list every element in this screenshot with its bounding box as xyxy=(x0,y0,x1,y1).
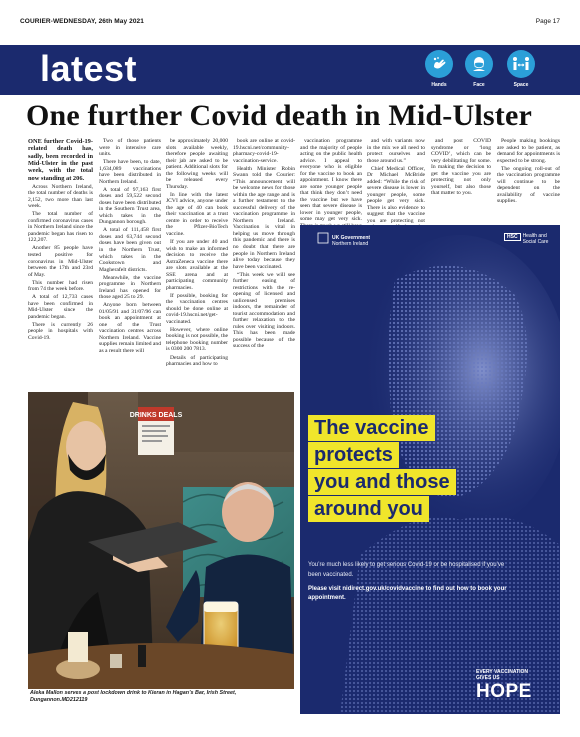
page-number: Page 17 xyxy=(535,18,560,25)
hsc-logo xyxy=(504,233,548,245)
ad-headline-line-2: protects xyxy=(308,442,399,468)
ad-headline-line-3: you and those xyxy=(308,469,456,495)
paragraph: There have been, to date, 1,634,089 vaccinations have been distributed in Northern Ireland. xyxy=(99,159,161,185)
hope-logo: HOPE xyxy=(476,681,532,702)
paragraph: The total number of confirmed coronavirus cases in Northern Ireland since the pandemic began has risen to 122,207. xyxy=(28,211,93,244)
ad-headline-line-1: The vaccine xyxy=(308,415,435,441)
article-column-5 xyxy=(300,138,362,237)
crest-icon xyxy=(318,233,328,243)
hsc-line-1: Health and xyxy=(522,233,547,239)
paragraph: book are online at covid-19.hscni.net/community-pharmacy-covid-19-vaccination-service. xyxy=(233,138,295,164)
article-column-2 xyxy=(99,138,161,356)
publication-line: COURIER-WEDNESDAY, 26th May 2021 xyxy=(20,18,144,25)
article-column-4 xyxy=(233,138,295,352)
tagline-line-2: GIVES US xyxy=(476,675,500,681)
paragraph: People making bookings are asked to be patient, as demand for appointments is expected to be strong. xyxy=(497,138,560,164)
ad-headline-line-4: around you xyxy=(308,496,429,522)
paragraph: “This week we will see further easing of restrictions with the re-opening of licensed and unlicensed premises indoors, the remainder of tourist accommodation and further relaxation to the rules over visiting indoors. This has been made possible because of the success of the xyxy=(233,271,295,350)
face-mask-icon xyxy=(465,50,493,78)
paragraph: Anyone born between 01/05/91 and 31/07/96 can book an appointment at one of the Trust vaccination centres across Northern Ireland. Vaccine supplies remain limited and as a result there will xyxy=(99,302,161,354)
article-column-7 xyxy=(431,138,491,198)
hsc-line-2: Social Care xyxy=(522,239,549,245)
page-header xyxy=(20,18,560,30)
hsc-box: HSC xyxy=(504,233,521,241)
space-icon-group xyxy=(501,50,541,88)
face-icon-group xyxy=(459,50,499,88)
paragraph: and post COVID syndrome or ‘long COVID’, which can be very debilitating for some. In making the decision to get the vaccine you are protecting not only yourself, but also those that matter to you. xyxy=(431,138,491,197)
uk-government-logo xyxy=(332,235,370,247)
ukgov-line-1: UK Government xyxy=(332,235,371,241)
paragraph: vaccination programme and the majority of people acting on the public health advice. I appeal to everyone who is eligible for the vaccine to book an appointment. I know there are some younger people that think they don’t need the vaccine but we have seen that severe disease is lower in younger people, some may get very sick. xyxy=(300,138,362,223)
bar-photo xyxy=(28,392,294,689)
space-label: Space xyxy=(513,82,529,88)
article-column-3 xyxy=(166,138,228,369)
hands-label: Hands xyxy=(431,82,447,88)
section-title: latest xyxy=(40,48,138,89)
paragraph: If possible, booking for the vaccination centres should be done online at covid-19.hscni.net/get-vaccinated. xyxy=(166,292,228,325)
hands-icon-group xyxy=(419,50,459,88)
ukgov-line-2: Northern Ireland xyxy=(332,241,369,247)
face-label: Face xyxy=(473,82,485,88)
photo-caption: Aleka Mallon serves a post lockdown drink to Kieran in Hagan’s Bar, Irish Street, Dungannon.MD212119 xyxy=(30,690,237,703)
paragraph: There is currently 26 people in hospitals with Covid-19. xyxy=(28,321,93,341)
bar-scene-illustration xyxy=(28,392,294,689)
paragraph: Health Minister Robin Swann told the Courier: “This announcement will be welcome news for those within the age range and is a further testament to the successful delivery of the vaccination programme in Northern Ireland. Vaccination is vital in helping us move through this pandemic and there is no doubt that there are people in Northern Ireland alive today because they have been vaccinated. xyxy=(233,165,295,270)
article-column-8 xyxy=(497,138,560,206)
section-banner xyxy=(0,45,580,95)
paragraph: be approximately 20,000 slots available weekly, therefore people awaiting their jab are asked to be patient. Additional slots for the following weeks will be released every Thursday. xyxy=(166,138,228,190)
article-column-1 xyxy=(28,138,93,343)
social-distance-icon xyxy=(507,50,535,78)
paragraph: In line with the latest JCVI advice, anyone under the age of 40 can book their vaccination at a trust centre in order to receive the Pfizer-BioTech vaccine. xyxy=(166,191,228,237)
paragraph: and with variants now in the mix we all need to protect ourselves and those around us.” xyxy=(367,138,425,164)
drinks-deals-sign: DRINKS DEALS xyxy=(129,412,183,419)
paragraph: A total of 111,458 first doses and 63,744 second doses have been given out in the Northern Trust, which takes in the Cookstown and Magherafelt districts. xyxy=(99,227,161,273)
paragraph: Two of those patients were in intensive care units. xyxy=(99,138,161,158)
article-lead: ONE further Covid-19-related death has, sadly, been recorded in Mid-Ulster in the past week, with the total now standing at 206. xyxy=(28,138,93,182)
vaccine-advert xyxy=(300,225,560,714)
paragraph: Another 85 people have tested positive for coronavirus in Mid-Ulster between the 17th and 23rd of May. xyxy=(28,245,93,278)
paragraph: A total of 97,163 first doses and 59,522 second doses have been distributed in the Southern Trust area, which takes in the Dungannon borough. xyxy=(99,186,161,226)
tagline-line-1: EVERY VACCINATION xyxy=(476,669,529,675)
hand-wash-icon xyxy=(425,50,453,78)
ad-tagline xyxy=(476,669,528,681)
paragraph: Meanwhile, the vaccine programme in Northern Ireland has opened for those aged 25 to 29. xyxy=(99,274,161,301)
paragraph: Across Northern Ireland, the total number of deaths is 2,152, two more than last week. xyxy=(28,183,93,210)
paragraph: If you are under 40 and wish to make an informed decision to receive the AstraZeneca vaccine there are slots available at the SSE arena and at participating community pharmacies. xyxy=(166,238,228,291)
paragraph: This number had risen from 74 the week before. xyxy=(28,279,93,293)
paragraph: Chief Medical Officer, Dr Michael McBride added: “While the risk of severe disease is lower in younger people, some people get very sick. There is also evidence to suggest that the vaccine you are protecting not xyxy=(367,165,425,224)
paragraph: However, where online booking is not possible, the telephone booking number is 0300 200 7813. xyxy=(166,326,228,353)
article-headline: One further Covid death in Mid-Ulster xyxy=(26,99,532,132)
ad-body-text: You’re much less likely to get serious Covid-19 or be hospitalised if you’ve been vaccinated. xyxy=(308,562,505,578)
paragraph: A total of 12,733 cases have been confirmed in Mid-Ulster since the pandemic began. xyxy=(28,294,93,320)
ad-call-to-action: Please visit nidirect.gov.uk/covidvaccine to find out how to book your appointment. xyxy=(308,586,507,602)
paragraph: The ongoing roll-out of the vaccination programme will continue to be dependent on the availability of vaccine supplies. xyxy=(497,165,560,205)
paragraph: Details of participating pharmacies and how to xyxy=(166,354,228,368)
